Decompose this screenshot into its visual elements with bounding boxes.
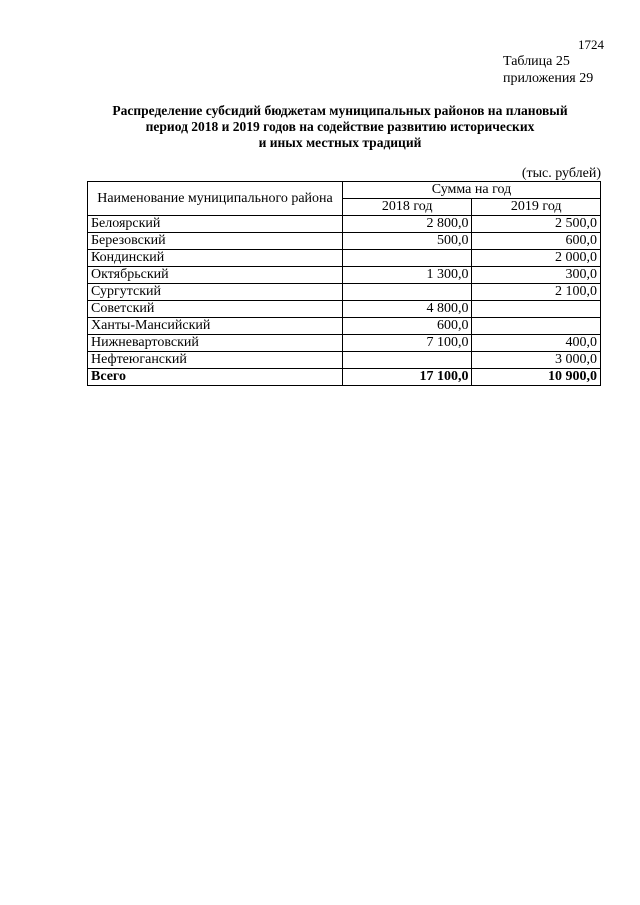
district-name: Ханты-Мансийский xyxy=(88,318,343,335)
amount-2018: 600,0 xyxy=(342,318,472,335)
subsidies-table xyxy=(87,181,601,386)
amount-2018: 7 100,0 xyxy=(342,335,472,352)
amount-2019: 2 500,0 xyxy=(472,216,601,233)
amount-2018 xyxy=(342,284,472,301)
table-row xyxy=(88,318,601,335)
district-name: Кондинский xyxy=(88,250,343,267)
table-row xyxy=(88,284,601,301)
title-line3: и иных местных традиций xyxy=(258,135,422,150)
table-total-row xyxy=(88,369,601,386)
header-year-2018: 2018 год xyxy=(342,199,472,216)
table-row xyxy=(88,352,601,369)
amount-2018: 500,0 xyxy=(342,233,472,250)
amount-2018: 2 800,0 xyxy=(342,216,472,233)
amount-2019: 400,0 xyxy=(472,335,601,352)
district-name: Сургутский xyxy=(88,284,343,301)
table-reference-line1: Таблица 25 xyxy=(503,54,570,69)
amount-2018: 1 300,0 xyxy=(342,267,472,284)
page-number: 1724 xyxy=(578,37,604,52)
units-label: (тыс. рублей) xyxy=(521,166,601,181)
amount-2019: 3 000,0 xyxy=(472,352,601,369)
amount-2018: 4 800,0 xyxy=(342,301,472,318)
header-sum-per-year: Сумма на год xyxy=(342,182,600,199)
district-name: Березовский xyxy=(88,233,343,250)
district-name: Нефтеюганский xyxy=(88,352,343,369)
table-row xyxy=(88,233,601,250)
amount-2019: 300,0 xyxy=(472,267,601,284)
title-line2: период 2018 и 2019 годов на содействие развитию исторических xyxy=(145,119,535,134)
header-district-name: Наименование муниципального района xyxy=(88,182,343,216)
document-title xyxy=(80,103,600,151)
table-body xyxy=(88,216,601,386)
table-row xyxy=(88,267,601,284)
table-header-row xyxy=(88,182,601,199)
table-row xyxy=(88,250,601,267)
district-name: Октябрьский xyxy=(88,267,343,284)
table-reference xyxy=(503,53,593,87)
title-line1: Распределение субсидий бюджетам муниципальных районов на плановый xyxy=(112,103,568,118)
amount-2019: 2 100,0 xyxy=(472,284,601,301)
header-year-2019: 2019 год xyxy=(472,199,601,216)
amount-2019: 600,0 xyxy=(472,233,601,250)
amount-2018 xyxy=(342,352,472,369)
amount-2019: 2 000,0 xyxy=(472,250,601,267)
amount-2018 xyxy=(342,250,472,267)
amount-2019 xyxy=(472,301,601,318)
table-row xyxy=(88,301,601,318)
district-name: Белоярский xyxy=(88,216,343,233)
table-row xyxy=(88,216,601,233)
district-name: Советский xyxy=(88,301,343,318)
amount-2019 xyxy=(472,318,601,335)
total-label: Всего xyxy=(88,369,343,386)
table-row xyxy=(88,335,601,352)
total-2019: 10 900,0 xyxy=(472,369,601,386)
total-2018: 17 100,0 xyxy=(342,369,472,386)
table-reference-line2: приложения 29 xyxy=(503,71,594,86)
district-name: Нижневартовский xyxy=(88,335,343,352)
